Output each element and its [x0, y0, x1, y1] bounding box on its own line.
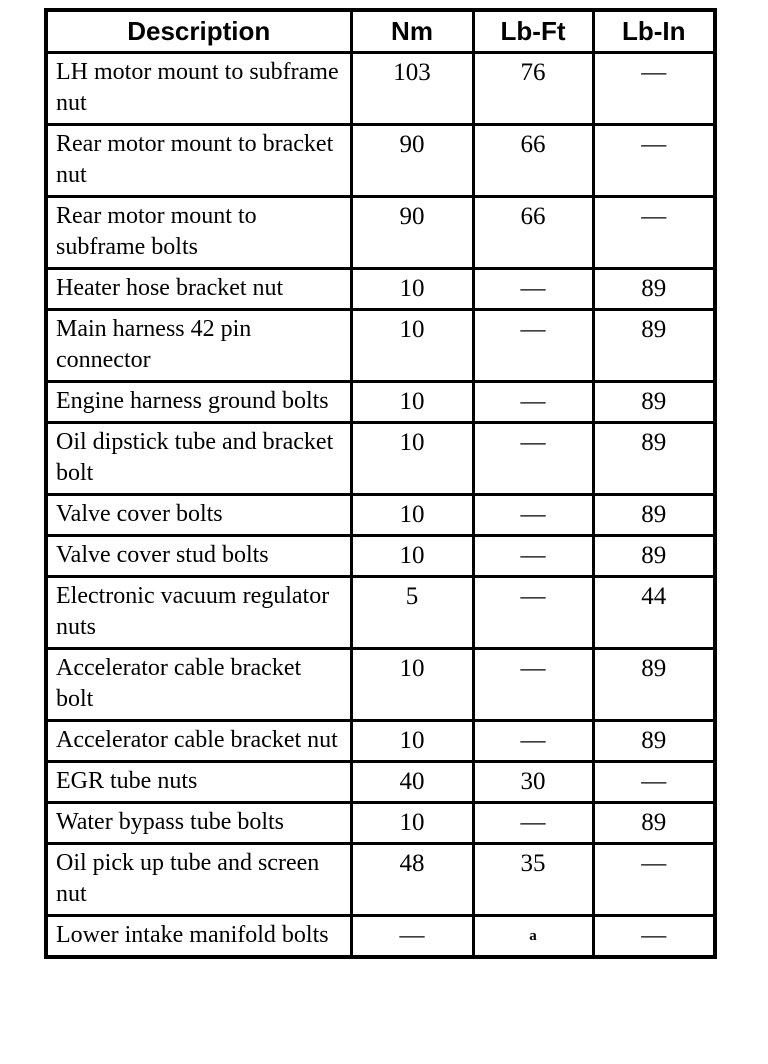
lb-in-cell: —	[593, 125, 715, 197]
table-row	[46, 844, 715, 916]
lb-ft-cell	[473, 916, 593, 958]
table-row	[46, 269, 715, 310]
description-cell: Water bypass tube bolts	[46, 803, 351, 844]
table-row	[46, 762, 715, 803]
column-header-nm: Nm	[351, 10, 473, 53]
table-row	[46, 125, 715, 197]
table-row	[46, 916, 715, 958]
table-header	[46, 10, 715, 53]
description-cell: Rear motor mount to bracket nut	[46, 125, 351, 197]
table-row	[46, 423, 715, 495]
column-header-lb-ft: Lb-Ft	[473, 10, 593, 53]
lb-in-cell: —	[593, 916, 715, 958]
nm-cell: 10	[351, 803, 473, 844]
lb-ft-cell: —	[473, 382, 593, 423]
description-cell: Oil dipstick tube and bracket bolt	[46, 423, 351, 495]
nm-cell: 40	[351, 762, 473, 803]
description-cell: Valve cover stud bolts	[46, 536, 351, 577]
nm-cell: 10	[351, 269, 473, 310]
column-header-lb-in: Lb-In	[593, 10, 715, 53]
lb-ft-cell: —	[473, 269, 593, 310]
nm-cell: 90	[351, 197, 473, 269]
lb-ft-cell: 66	[473, 125, 593, 197]
lb-in-cell: —	[593, 53, 715, 125]
description-cell: Accelerator cable bracket nut	[46, 721, 351, 762]
nm-cell: —	[351, 916, 473, 958]
lb-in-cell: —	[593, 197, 715, 269]
nm-cell: 10	[351, 495, 473, 536]
description-cell: Main harness 42 pin connector	[46, 310, 351, 382]
table-row	[46, 649, 715, 721]
description-cell: Oil pick up tube and screen nut	[46, 844, 351, 916]
description-cell: Valve cover bolts	[46, 495, 351, 536]
description-cell: Heater hose bracket nut	[46, 269, 351, 310]
table-row	[46, 577, 715, 649]
lb-ft-cell: 76	[473, 53, 593, 125]
lb-in-cell: 44	[593, 577, 715, 649]
lb-in-cell: 89	[593, 536, 715, 577]
description-cell: Engine harness ground bolts	[46, 382, 351, 423]
column-header-description: Description	[46, 10, 351, 53]
nm-cell: 90	[351, 125, 473, 197]
table-row	[46, 310, 715, 382]
lb-in-cell: 89	[593, 423, 715, 495]
lb-ft-cell: 30	[473, 762, 593, 803]
footnote-marker: a	[529, 928, 537, 944]
description-cell: Rear motor mount to subframe bolts	[46, 197, 351, 269]
lb-ft-cell: 66	[473, 197, 593, 269]
nm-cell: 48	[351, 844, 473, 916]
table-row	[46, 495, 715, 536]
lb-ft-cell: —	[473, 803, 593, 844]
lb-in-cell: 89	[593, 382, 715, 423]
nm-cell: 10	[351, 649, 473, 721]
table-row	[46, 382, 715, 423]
lb-ft-cell: —	[473, 536, 593, 577]
description-cell: Accelerator cable bracket bolt	[46, 649, 351, 721]
table-row	[46, 53, 715, 125]
description-cell: EGR tube nuts	[46, 762, 351, 803]
table-row	[46, 803, 715, 844]
nm-cell: 5	[351, 577, 473, 649]
lb-in-cell: 89	[593, 649, 715, 721]
lb-in-cell: 89	[593, 269, 715, 310]
torque-spec-table	[44, 8, 717, 959]
lb-ft-cell: —	[473, 495, 593, 536]
nm-cell: 10	[351, 382, 473, 423]
lb-ft-cell: —	[473, 577, 593, 649]
nm-cell: 10	[351, 536, 473, 577]
description-cell: Lower intake manifold bolts	[46, 916, 351, 958]
lb-in-cell: —	[593, 762, 715, 803]
lb-ft-cell: —	[473, 649, 593, 721]
lb-ft-cell: —	[473, 423, 593, 495]
nm-cell: 103	[351, 53, 473, 125]
lb-ft-cell: 35	[473, 844, 593, 916]
lb-in-cell: —	[593, 844, 715, 916]
table-row	[46, 536, 715, 577]
description-cell: LH motor mount to subframe nut	[46, 53, 351, 125]
lb-in-cell: 89	[593, 310, 715, 382]
table-row	[46, 197, 715, 269]
lb-in-cell: 89	[593, 721, 715, 762]
nm-cell: 10	[351, 423, 473, 495]
nm-cell: 10	[351, 310, 473, 382]
nm-cell: 10	[351, 721, 473, 762]
description-cell: Electronic vacuum regulator nuts	[46, 577, 351, 649]
lb-in-cell: 89	[593, 495, 715, 536]
table-row	[46, 721, 715, 762]
lb-ft-cell: —	[473, 721, 593, 762]
torque-table-body	[46, 53, 715, 958]
lb-ft-cell: —	[473, 310, 593, 382]
header-row	[46, 10, 715, 53]
lb-in-cell: 89	[593, 803, 715, 844]
